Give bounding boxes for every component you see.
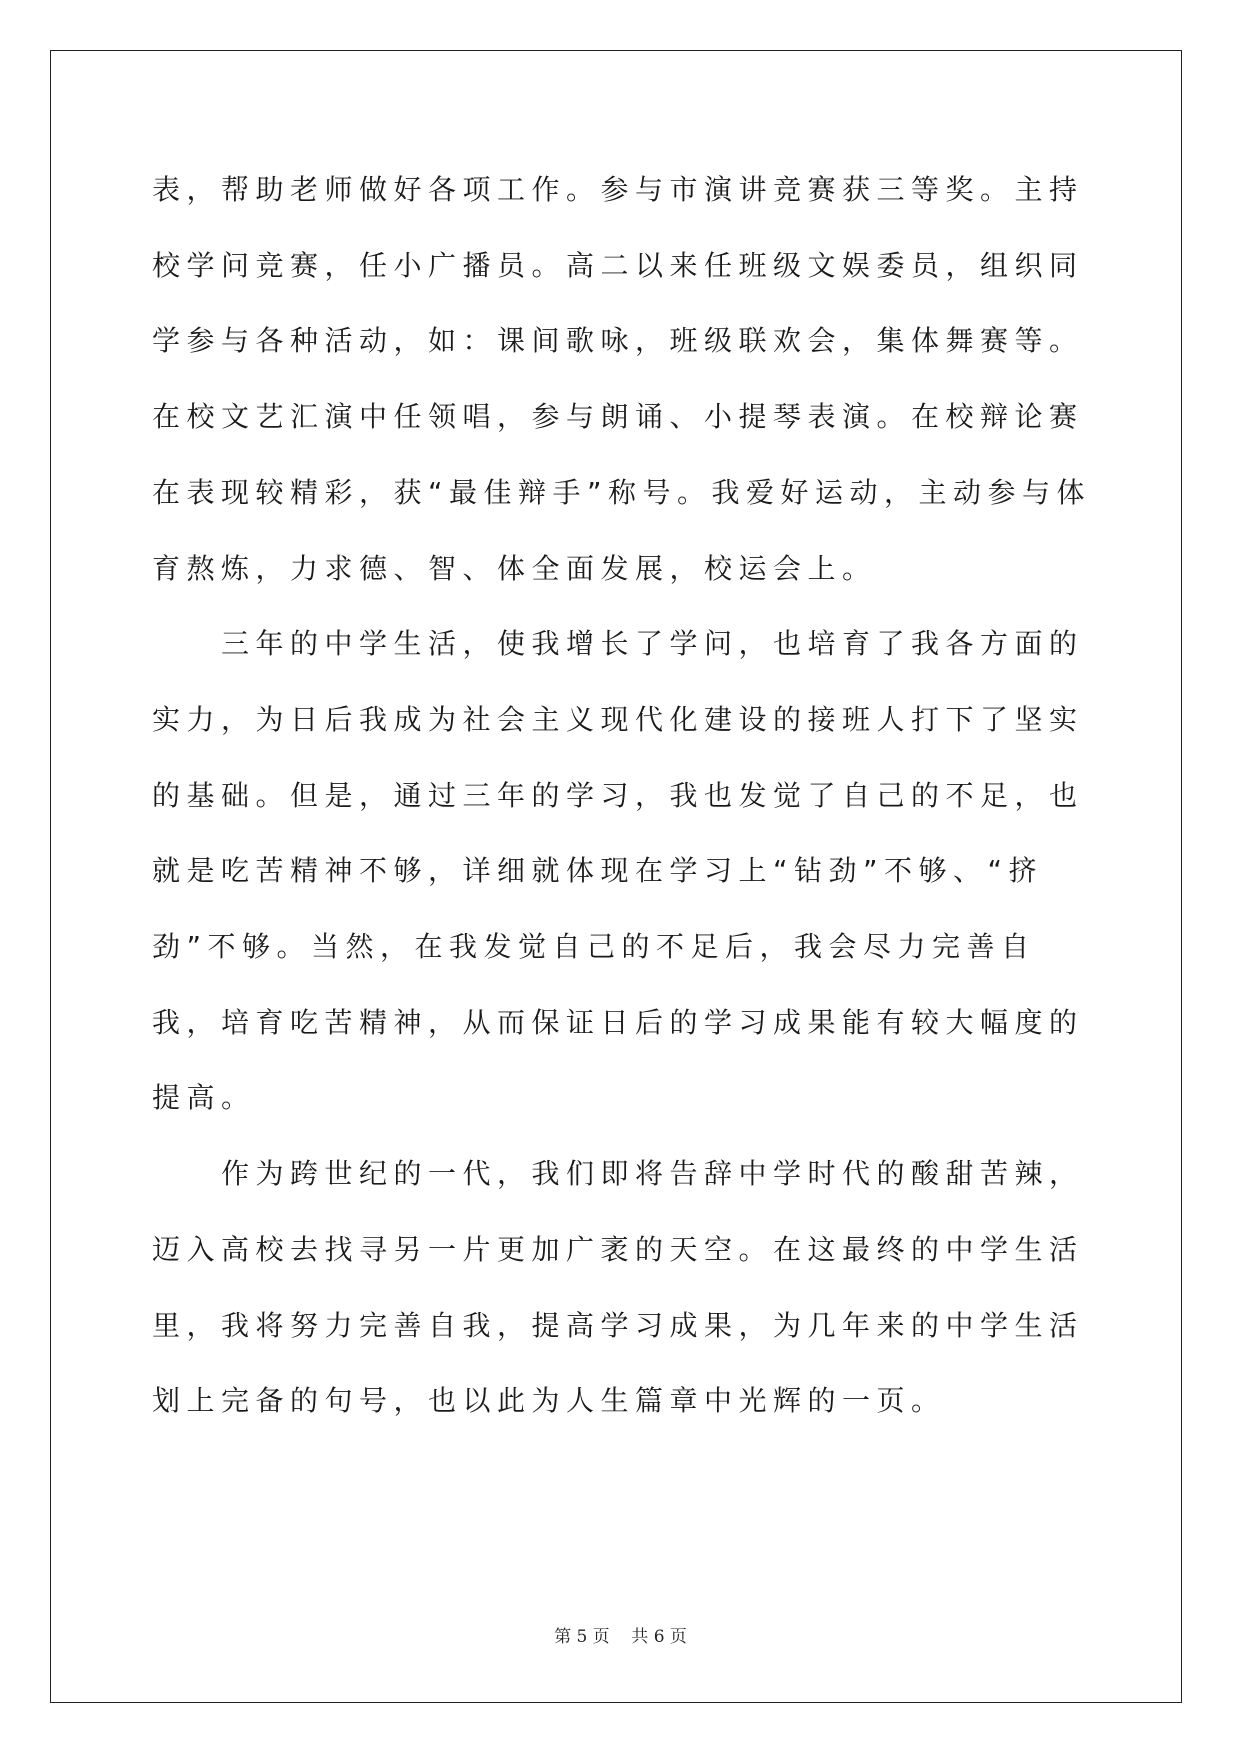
paragraph-1: 表，帮助老师做好各项工作。参与市演讲竞赛获三等奖。主持校学问竞赛，任小广播员。高二以来任班级文娱委员，组织同学参与各种活动，如：课间歌咏，班级联欢会，集体舞赛等。在校文艺汇演中任领唱，参与朗诵、小提琴表演。在校辩论赛在表现较精彩，获“最佳辩手”称号。我爱好运动，主动参与体育熬炼，力求德、智、体全面发展，校运会上。 xyxy=(152,173,1092,585)
document-body xyxy=(152,152,1102,1439)
page-number-label: 第 5 页 共 6 页 xyxy=(554,1627,687,1647)
paragraph-3: 作为跨世纪的一代，我们即将告辞中学时代的酸甜苦辣，迈入高校去找寻另一片更加广袤的天空。在这最终的中学生活里，我将努力完善自我，提高学习成果，为几年来的中学生活划上完备的句号，也以此为人生篇章中光辉的一页。 xyxy=(152,1157,1084,1418)
paragraph-2: 三年的中学生活，使我增长了学问，也培育了我各方面的实力，为日后我成为社会主义现代化建设的接班人打下了坚实的基础。但是，通过三年的学习，我也发觉了自己的不足，也就是吃苦精神不够，详细就体现在学习上“钻劲”不够、“挤劲”不够。当然，在我发觉自己的不足后，我会尽力完善自我，培育吃苦精神，从而保证日后的学习成果能有较大幅度的提高。 xyxy=(152,627,1084,1115)
page-footer xyxy=(0,1622,1241,1647)
